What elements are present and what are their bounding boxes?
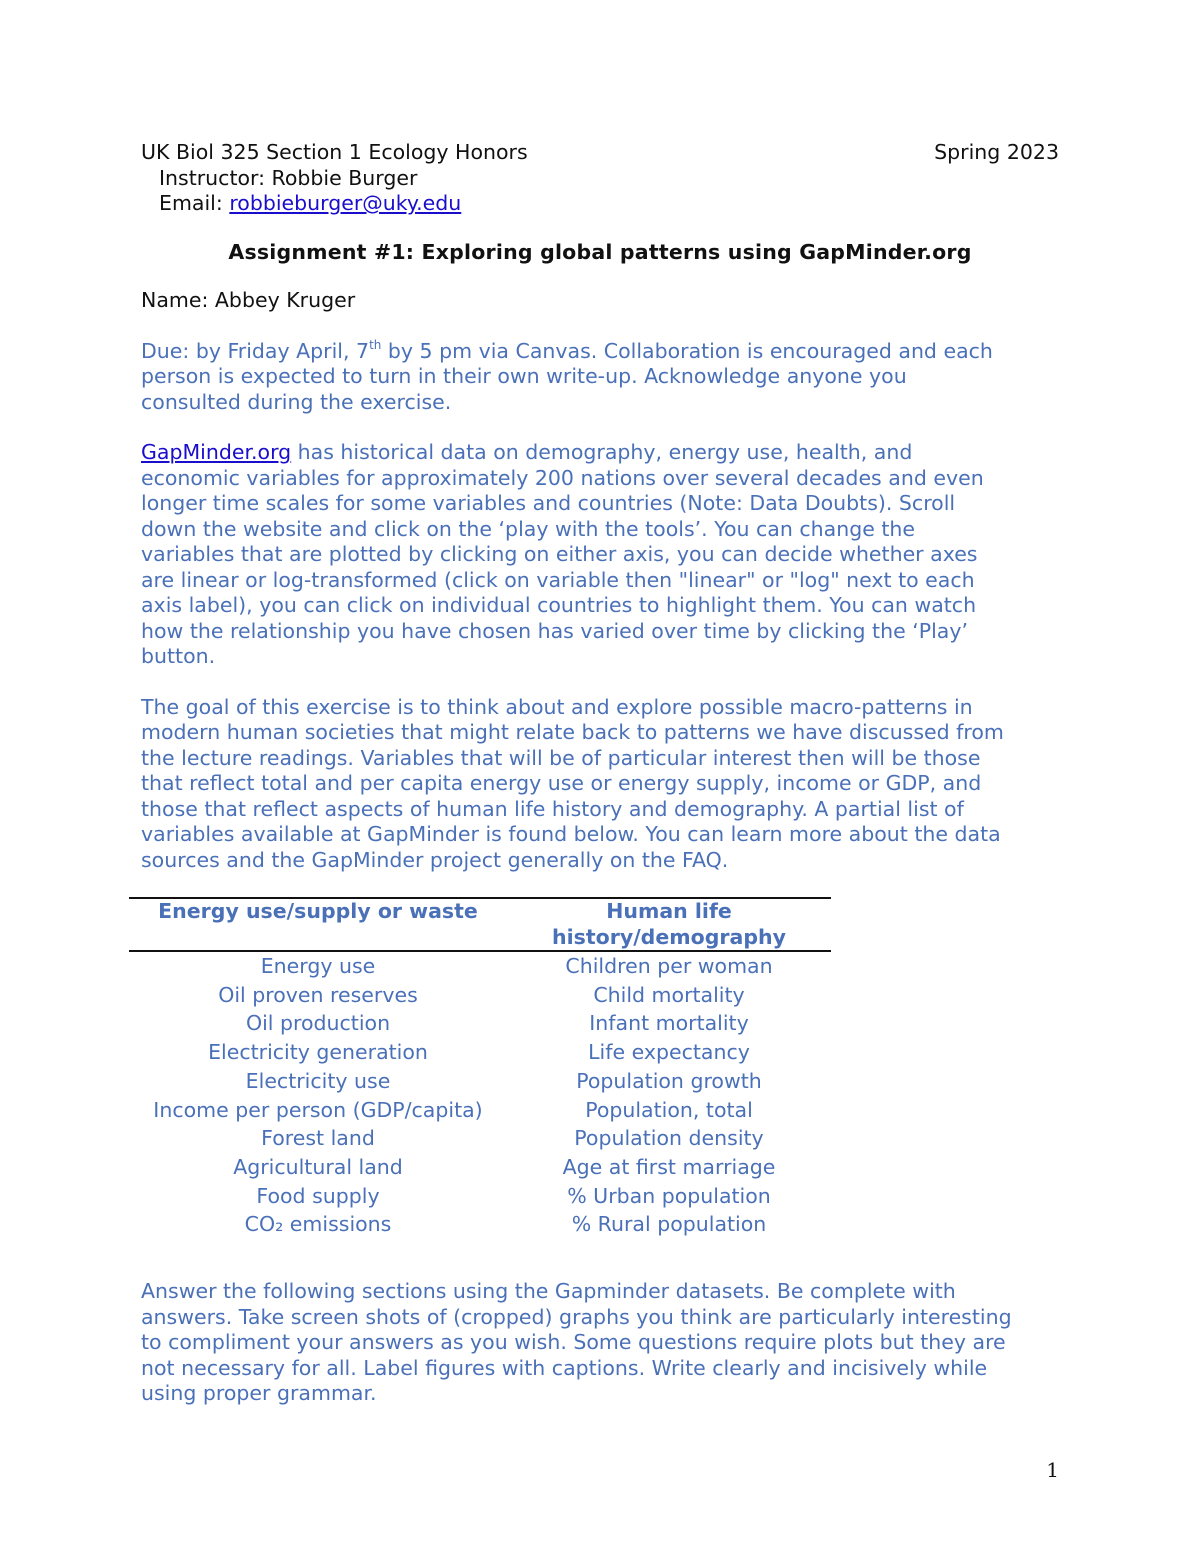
- intro-line: button.: [141, 644, 216, 668]
- intro-line: how the relationship you have chosen has varied over time by clicking the ‘Play’: [141, 618, 968, 643]
- due-line-3: consulted during the exercise.: [141, 389, 452, 414]
- demography-cell: Age at first marriage: [562, 1154, 776, 1179]
- demography-cell: Infant mortality: [589, 1011, 749, 1036]
- intro-line: are linear or log-transformed (click on variable then "linear" or "log" next to each: [141, 567, 975, 592]
- goal-line: variables available at GapMinder is found below. You can learn more about the data: [141, 822, 1001, 846]
- table-row: [129, 1009, 831, 1038]
- course-header: [141, 140, 1059, 166]
- due-date-suffix: th: [369, 337, 382, 352]
- intro-line: down the website and click on the ‘play with the tools’. You can change the: [141, 516, 915, 541]
- column-header-demography-line1: Human life: [606, 899, 732, 923]
- instructions-line: not necessary for all. Label figures with captions. Write clearly and incisively while: [141, 1355, 988, 1380]
- due-line-1-rest: by 5 pm via Canvas. Collaboration is encouraged and each: [381, 338, 993, 363]
- energy-cell: CO₂ emissions: [244, 1212, 392, 1237]
- energy-cell: Food supply: [256, 1183, 380, 1208]
- goal-line: The goal of this exercise is to think about and explore possible macro-patterns in: [141, 694, 973, 719]
- email-line: [141, 191, 1059, 217]
- email-label: Email:: [159, 191, 230, 215]
- demography-cell: Child mortality: [593, 982, 745, 1007]
- instructions-line: Answer the following sections using the Gapminder datasets. Be complete with: [141, 1279, 956, 1304]
- due-date-text: Due: by Friday April, 7: [141, 338, 370, 363]
- goal-paragraph: [141, 695, 1059, 874]
- variables-table: [129, 897, 831, 1239]
- energy-cell: Income per person (GDP/capita): [153, 1097, 483, 1122]
- energy-cell: Forest land: [261, 1126, 375, 1151]
- table-header-row: [129, 898, 831, 951]
- demography-cell: % Rural population: [571, 1212, 767, 1237]
- gapminder-link[interactable]: GapMinder.org: [141, 440, 292, 464]
- intro-line: longer time scales for some variables and countries (Note: Data Doubts). Scroll: [141, 491, 956, 515]
- intro-line: axis label), you can click on individual countries to highlight them. You can watch: [141, 593, 977, 617]
- table-row: [129, 1124, 831, 1153]
- course-title: UK Biol 325 Section 1 Ecology Honors: [141, 140, 528, 164]
- instructor-line: Instructor: Robbie Burger: [159, 165, 418, 190]
- demography-cell: Population growth: [576, 1068, 762, 1093]
- table-row: [129, 1038, 831, 1067]
- due-paragraph: [141, 339, 1059, 416]
- page-number: 1: [1046, 1458, 1059, 1482]
- email-link[interactable]: robbieburger@uky.edu: [229, 191, 462, 215]
- goal-line: those that reflect aspects of human life history and demography. A partial list of: [141, 796, 964, 821]
- term: Spring 2023: [934, 140, 1059, 164]
- table-row: [129, 1182, 831, 1211]
- due-line-2: person is expected to turn in their own write-up. Acknowledge anyone you: [141, 364, 907, 388]
- demography-cell: Population, total: [585, 1097, 753, 1122]
- due-line-1: [141, 339, 1059, 365]
- table-row: [129, 981, 831, 1010]
- energy-cell: Electricity generation: [208, 1040, 428, 1065]
- column-header-demography-line2: history/demography: [552, 924, 786, 949]
- table-row: [129, 1210, 831, 1239]
- instructions-line: answers. Take screen shots of (cropped) graphs you think are particularly interesting: [141, 1304, 1012, 1329]
- goal-line: that reflect total and per capita energy use or energy supply, income or GDP, and: [141, 771, 982, 795]
- instructions-line: using proper grammar.: [141, 1381, 377, 1406]
- demography-cell: % Urban population: [567, 1183, 771, 1208]
- energy-cell: Oil production: [245, 1011, 391, 1036]
- demography-cell: Children per woman: [565, 954, 773, 978]
- demography-cell: Life expectancy: [588, 1040, 750, 1065]
- intro-paragraph: [141, 440, 1059, 670]
- goal-line: sources and the GapMinder project generally on the FAQ.: [141, 847, 729, 872]
- column-header-energy: Energy use/supply or waste: [129, 898, 507, 951]
- assignment-title: Assignment #1: Exploring global patterns using GapMinder.org: [228, 239, 972, 264]
- document-page: [141, 140, 1059, 1407]
- table-row: [129, 1067, 831, 1096]
- goal-line: the lecture readings. Variables that will be of particular interest then will be those: [141, 745, 981, 770]
- intro-line: economic variables for approximately 200 nations over several decades and even: [141, 465, 984, 490]
- student-name: Name: Abbey Kruger: [141, 288, 356, 312]
- table-row: [129, 1096, 831, 1125]
- table-row: [129, 1153, 831, 1182]
- energy-cell: Agricultural land: [233, 1154, 403, 1179]
- intro-line-1-rest: has historical data on demography, energy use, health, and: [291, 440, 913, 464]
- instructions-paragraph: [141, 1279, 1059, 1407]
- goal-line: modern human societies that might relate back to patterns we have discussed from: [141, 720, 1004, 744]
- column-header-demography: [507, 898, 831, 951]
- instructions-line: to compliment your answers as you wish. Some questions require plots but they are: [141, 1330, 1006, 1355]
- demography-cell: Population density: [574, 1126, 764, 1151]
- intro-line-1: [141, 440, 1059, 466]
- energy-cell: Energy use: [260, 954, 376, 978]
- energy-cell: Electricity use: [245, 1068, 391, 1093]
- energy-cell: Oil proven reserves: [218, 982, 418, 1007]
- intro-line: variables that are plotted by clicking on either axis, you can decide whether axes: [141, 542, 978, 566]
- table-row: [129, 951, 831, 981]
